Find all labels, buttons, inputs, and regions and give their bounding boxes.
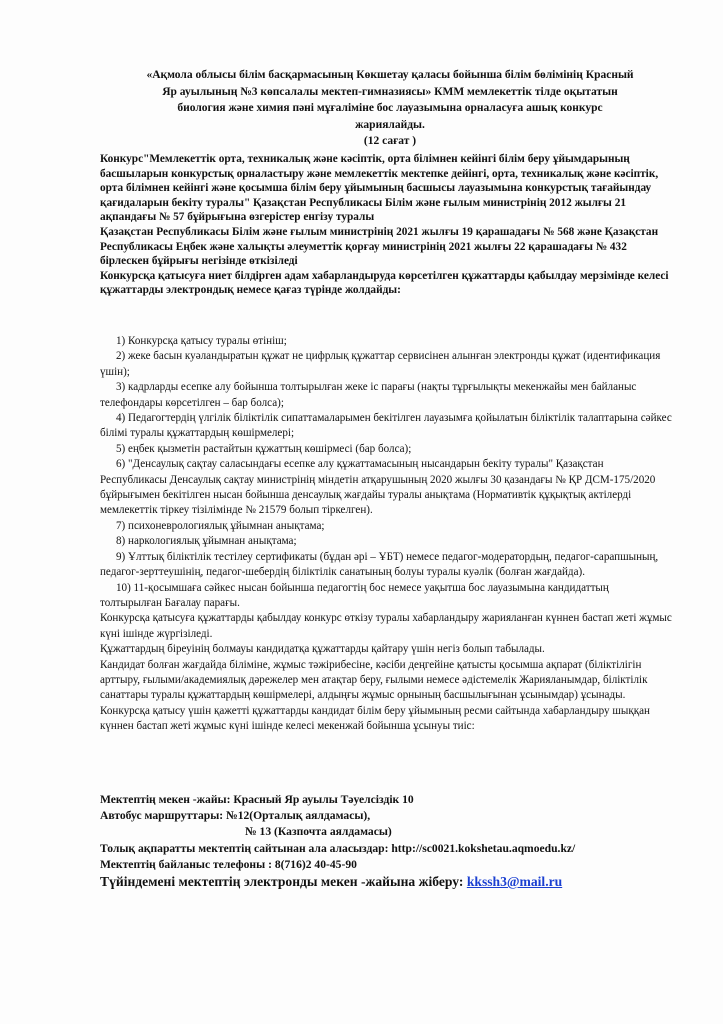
email-link[interactable]: kkssh3@mail.ru bbox=[466, 874, 563, 890]
documents-list bbox=[100, 334, 672, 735]
bus-routes-2: № 13 (Казпочта аялдамасы) bbox=[245, 825, 392, 839]
list-item: 3) кадрларды есепке алу бойынша толтырылған жеке іс парағы (нақты тұрғылықты мекенжайы мен байланыс телефондары көрсетілген – бар болса); bbox=[100, 381, 637, 409]
list-item: 8) наркологиялық ұйымнан анықтама; bbox=[116, 535, 297, 548]
list-item: 1) Конкурсқа қатысу туралы өтініш; bbox=[116, 335, 287, 347]
list-item: 7) психоневрологиялық ұйымнан анықтама; bbox=[116, 519, 325, 532]
resume-label: Түйіндемені мектептің электронды мекен -жайына жіберу: bbox=[100, 874, 467, 890]
title-line-1: «Ақмола облысы білім басқармасының Көкшетау қаласы бойынша білім бөлімінің Красный bbox=[146, 69, 634, 81]
list-item: 4) Педагогтердің үлгілік біліктілік сипаттамаларымен бекітілген лауазымға қойылатын біліктілік талаптарына сәйкес білімі туралы құжаттардың көшірмелері; bbox=[100, 412, 672, 440]
school-address: Мектептің мекен -жайы: Красный Яр ауылы Тәуелсіздік 10 bbox=[100, 793, 414, 806]
note-paragraph: Конкурсқа қатысуға құжаттарды қабылдау конкурс өткізу туралы хабарландыру жарияланған күннен бастап жеті жұмыс күні ішінде жүргізіледі. bbox=[100, 612, 672, 640]
intro-paragraph-1: Конкурс"Мемлекеттік орта, техникалық және кәсіптік, орта білімнен кейінгі білім беру ұйымдарының басшыларын конкурстық орналастыру және мемлекеттік мектепке дейінгі, орта, техникалық және кәсіптік, орта білімнен кейінгі және қосымша білім беру ұйымының басшысы лауазымына конкурстық тағайындау қағидаларын бекіту туралы" Қазақстан Республикасы Білім және ғылым министрінің 2012 жылғы 21 ақпандағы № 57 бұйрығына өзгерістер енгізу туралы bbox=[100, 153, 659, 224]
list-item: 10) 11-қосымшаға сәйкес нысан бойынша педагогтің бос немесе уақытша бос лауазымына кандидаттың толтырылған Бағалау парағы. bbox=[100, 581, 609, 609]
resume-line bbox=[100, 873, 680, 891]
school-phone: Мектептің байланыс телефоны : 8(716)2 40-45-90 bbox=[100, 857, 357, 871]
list-item: 9) Ұлттық біліктілік тестілеу сертификаты (бұдан әрі – ҰБТ) немесе педагог-модератордың, педагог-сарапшының, педагог-зерттеушінің, педагог-шебердің біліктілік санатының болуы туралы куәлік (болған жағдайда). bbox=[100, 550, 659, 579]
bus-routes: Автобус маршруттары: №12(Орталық аялдамасы), bbox=[100, 809, 371, 823]
title-hours: (12 сағат ) bbox=[363, 135, 417, 147]
list-item: 2) жеке басын куәландыратын құжат не цифрлық құжаттар сервисінен алынған электронды құжат (идентификация үшін); bbox=[100, 350, 661, 378]
note-paragraph: Конкурсқа қатысу үшін қажетті құжаттарды кандидат білім беру ұйымының ресми сайтында хабарландыру шыққан күннен бастап жеті жұмыс күні ішінде келесі мекенжай бойынша ұсынуы тиіс: bbox=[100, 704, 650, 733]
title-line-2: Яр ауылының №3 көпсалалы мектеп-гимназиясы» КММ мемлекеттік тілде оқытатын bbox=[162, 85, 618, 98]
intro-block bbox=[100, 152, 672, 298]
list-item: 6) "Денсаулық сақтау саласындағы есепке алу құжаттамасының нысандарын бекіту туралы" Қазақстан Республикасы Денсаулық сақтау министрінің міндетін атқарушының 2020 жылғы 30 қазандағы № ҚР ДСМ-175/2020 бұйрығымен бекітілген нысан бойынша денсаулық жағдайы туралы анықтама (Нормативтік құқықтық актілерді мемлекеттік тіркеу тізілімінде № 21579 болып тіркелген). bbox=[100, 458, 656, 517]
school-website: Толық ақпаратты мектептің сайтынан ала аласыздар: http://sc0021.kokshetau.aqmoedu.kz/ bbox=[100, 841, 576, 855]
intro-paragraph-2: Қазақстан Республикасы Білім және ғылым министрінің 2021 жылғы 19 қарашадағы № 568 және Қазақстан Республикасы Еңбек және халықты әлеуметтік қорғау министрінің 2021 жылғы 22 қарашадағы № 432 бірлескен бұйрығы негізінде өткізіледі bbox=[100, 225, 659, 268]
list-item: 5) еңбек қызметін растайтын құжаттың көшірмесі (бар болса); bbox=[116, 442, 412, 455]
contact-block bbox=[100, 792, 680, 891]
note-paragraph: Құжаттардың біреуінің болмауы кандидатқа құжаттарды қайтару үшін негіз болып табылады. bbox=[100, 643, 545, 656]
announcement-title bbox=[100, 67, 680, 150]
title-line-3: биология және химия пәні мұғаліміне бос лауазымына орналасуға ашық конкурс bbox=[177, 102, 603, 114]
note-paragraph: Кандидат болған жағдайда біліміне, жұмыс тәжірибесіне, кәсіби деңгейіне қатысты қосымша ақпарат (біліктілігін арттыру, ғылыми/академиялық дәрежелер мен атақтар беру, ғылыми немесе әдістемелік Жарияланымдар, біліктілік санаттары туралы құжаттардың көшірмелері, алдыңғы жұмыс орнының басшылығынан ұсынымдар) ұсынады. bbox=[100, 658, 648, 702]
title-line-4: жариялайды. bbox=[355, 118, 425, 131]
intro-paragraph-3: Конкурсқа қатысуға ниет білдірген адам хабарландыруда көрсетілген құжаттарды қабылдау мерзімінде келесі құжаттарды электрондық немесе қағаз түрінде жолдайды: bbox=[100, 269, 669, 297]
